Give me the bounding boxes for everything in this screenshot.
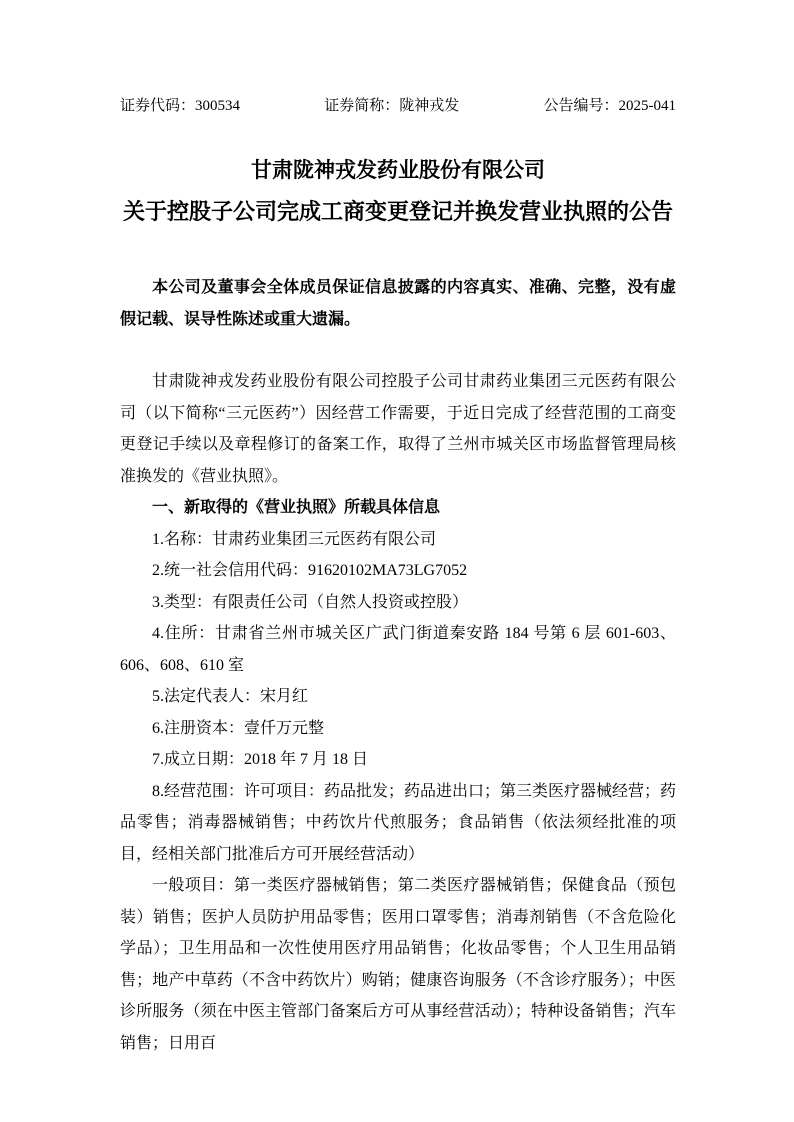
license-item-type: 3.类型：有限责任公司（自然人投资或控股） — [152, 593, 469, 611]
stock-short-name: 证券简称：陇神戎发 — [324, 98, 460, 114]
section1-heading: 一、新取得的《营业执照》所载具体信息 — [152, 499, 441, 516]
license-item-credit-code: 2.统一社会信用代码：91620102MA73LG7052 — [152, 562, 468, 579]
stock-code: 证券代码：300534 — [120, 98, 241, 114]
intro-paragraph: 甘肃陇神戎发药业股份有限公司控股子公司甘肃药业集团三元医药有限公司（以下简称“三元医药”）因经营工作需要，于近日完成了经营范围的工商变更登记手续以及章程修订的备案工作，取得了兰州市城关区市场监督管理局核准换发的《营业执照》。 — [120, 373, 676, 485]
disclosure-statement: 本公司及董事会全体成员保证信息披露的内容真实、准确、完整，没有虚假记载、误导性陈述或重大遗漏。 — [120, 279, 676, 328]
license-item-registered-capital: 6.注册资本：壹仟万元整 — [152, 719, 325, 737]
company-name-title: 甘肃陇神戎发药业股份有限公司 — [251, 158, 545, 182]
license-item-address: 4.住所：甘肃省兰州市城关区广武门街道秦安路 184 号第 6 层 601-603、606、608、610 室 — [120, 625, 676, 674]
general-items-paragraph: 一般项目：第一类医疗器械销售；第二类医疗器械销售；保健食品（预包装）销售；医护人员防护用品零售；医用口罩零售；消毒剂销售（不含危险化学品）；卫生用品和一次性使用医疗用品销售；化妆品零售；个人卫生用品销售；地产中草药（不含中药饮片）购销；健康咨询服务（不含诊疗服务）；中医诊所服务（须在中医主管部门备案后方可从事经营活动）；特种设备销售；汽车销售；日用百 — [120, 877, 676, 1052]
license-item-legal-representative: 5.法定代表人：宋月红 — [152, 688, 309, 705]
document-header — [120, 96, 676, 116]
license-item-business-scope: 8.经营范围：许可项目：药品批发；药品进出口；第三类医疗器械经营；药品零售；消毒器械销售；中药饮片代煎服务；食品销售（依法须经批准的项目，经相关部门批准后方可开展经营活动） — [120, 782, 677, 863]
license-item-name: 1.名称：甘肃药业集团三元医药有限公司 — [152, 530, 437, 548]
announcement-title: 关于控股子公司完成工商变更登记并换发营业执照的公告 — [122, 199, 673, 224]
announcement-number: 公告编号：2025-041 — [543, 98, 676, 114]
license-item-establishment-date: 7.成立日期：2018 年 7 月 18 日 — [152, 751, 369, 768]
